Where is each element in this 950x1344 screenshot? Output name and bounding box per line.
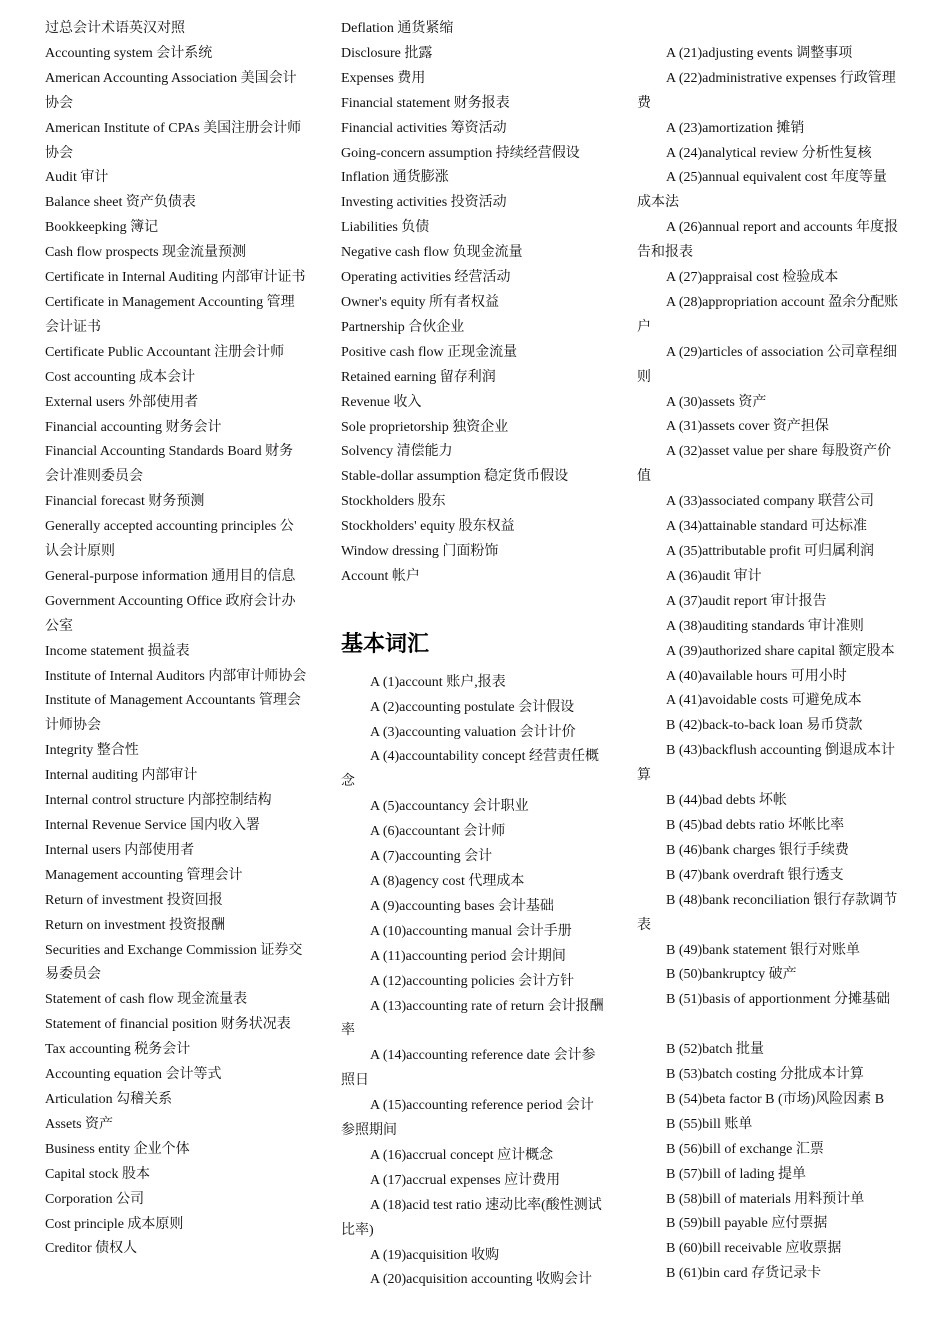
- blank-line: [637, 1013, 899, 1038]
- glossary-entry: A (28)appropriation account 盈余分配账户: [637, 294, 899, 335]
- glossary-entry: Income statement 损益表: [45, 643, 190, 659]
- glossary-entry: A (21)adjusting events 调整事项: [666, 45, 853, 61]
- glossary-entry: B (61)bin card 存货记录卡: [666, 1266, 822, 1282]
- glossary-entry: B (60)bill receivable 应收票据: [666, 1241, 842, 1257]
- glossary-entry: A (6)accountant 会计师: [370, 824, 506, 840]
- glossary-entry: Audit 审计: [45, 170, 109, 186]
- glossary-entry: A (32)asset value per share 每股资产价值: [637, 444, 892, 485]
- glossary-entry: A (26)annual report and accounts 年度报告和报表: [637, 220, 899, 261]
- glossary-entry: A (20)acquisition accounting 收购会计: [370, 1272, 593, 1288]
- glossary-entry: Owner's equity 所有者权益: [341, 294, 500, 310]
- glossary-entry: Accounting equation 会计等式: [45, 1067, 222, 1083]
- glossary-entry: A (36)audit 审计: [666, 568, 762, 584]
- glossary-entry: Deflation 通货紧缩: [341, 21, 454, 36]
- glossary-entry: American Institute of CPAs 美国注册会计师协会: [45, 120, 302, 161]
- glossary-entry: A (14)accounting reference date 会计参照日: [341, 1048, 596, 1089]
- glossary-entry: A (27)appraisal cost 检验成本: [666, 270, 839, 286]
- glossary-entry: Return on investment 投资报酬: [45, 917, 226, 933]
- glossary-entry: A (41)avoidable costs 可避免成本: [666, 693, 862, 709]
- glossary-entry: A (35)attributable profit 可归属利润: [666, 544, 875, 560]
- glossary-entry: Going-concern assumption 持续经营假设: [341, 145, 580, 161]
- glossary-entry: A (29)articles of association 公司章程细则: [637, 344, 897, 385]
- glossary-entry: A (4)accountability concept 经营责任概念: [341, 749, 599, 790]
- glossary-entry: A (30)assets 资产: [666, 394, 767, 410]
- glossary-entry: Account 帐户: [341, 568, 420, 584]
- blank-line: [341, 590, 607, 615]
- glossary-entry: Revenue 收入: [341, 394, 422, 410]
- glossary-entry: A (39)authorized share capital 额定股本: [666, 643, 895, 659]
- glossary-entry: B (49)bank statement 银行对账单: [666, 942, 861, 958]
- glossary-entry: Internal auditing 内部审计: [45, 768, 198, 784]
- glossary-entry: Sole proprietorship 独资企业: [341, 419, 509, 435]
- glossary-entry: Certificate in Internal Auditing 内部审计证书: [45, 270, 306, 286]
- glossary-entry: A (16)accrual concept 应计概念: [370, 1147, 554, 1163]
- glossary-entry: A (3)accounting valuation 会计计价: [370, 724, 576, 740]
- glossary-entry: Internal Revenue Service 国内收入署: [45, 818, 260, 833]
- glossary-entry: Return of investment 投资回报: [45, 892, 223, 908]
- glossary-entry: A (9)accounting bases 会计基础: [370, 898, 554, 914]
- glossary-entry: Accounting system 会计系统: [45, 45, 213, 61]
- glossary-entry: Statement of cash flow 现金流量表: [45, 992, 248, 1008]
- glossary-entry: A (1)account 账户,报表: [370, 674, 506, 690]
- glossary-entry: Disclosure 批露: [341, 45, 433, 61]
- glossary-entry: A (7)accounting 会计: [370, 849, 493, 865]
- glossary-entry: Integrity 整合性: [45, 743, 139, 759]
- glossary-entry: Tax accounting 税务会计: [45, 1042, 191, 1058]
- glossary-entry: A (23)amortization 摊销: [666, 120, 805, 136]
- glossary-entry: B (56)bill of exchange 汇票: [666, 1141, 824, 1157]
- glossary-entry: Securities and Exchange Commission 证券交易委员会: [45, 942, 303, 983]
- glossary-entry: A (34)attainable standard 可达标准: [666, 519, 868, 535]
- glossary-entry: Generally accepted accounting principles 公认会计原则: [45, 519, 294, 560]
- glossary-entry: B (42)back-to-back loan 易币贷款: [666, 718, 863, 734]
- glossary-entry: Retained earning 留存利润: [341, 369, 496, 385]
- glossary-entry: Management accounting 管理会计: [45, 867, 243, 883]
- glossary-entry: A (10)accounting manual 会计手册: [370, 923, 572, 939]
- glossary-entry: Financial statement 财务报表: [341, 95, 510, 111]
- glossary-entry: A (22)administrative expenses 行政管理费: [637, 70, 896, 111]
- glossary-column-right: [637, 17, 899, 1287]
- glossary-entry: A (15)accounting reference period 会计参照期间: [341, 1098, 594, 1139]
- glossary-entry: A (12)accounting policies 会计方针: [370, 973, 575, 989]
- glossary-entry: Stable-dollar assumption 稳定货币假设: [341, 469, 569, 485]
- glossary-entry: B (47)bank overdraft 银行透支: [666, 867, 844, 883]
- glossary-entry: A (17)accrual expenses 应计费用: [370, 1172, 561, 1188]
- glossary-entry: B (43)backflush accounting 倒退成本计算: [637, 743, 896, 784]
- glossary-entry: B (57)bill of lading 提单: [666, 1166, 806, 1182]
- glossary-entry: B (48)bank reconciliation 银行存款调节表: [637, 892, 898, 933]
- glossary-entry: A (19)acquisition 收购: [370, 1247, 500, 1263]
- glossary-entry: Solvency 清偿能力: [341, 444, 453, 460]
- glossary-entry: Expenses 费用: [341, 70, 426, 86]
- glossary-entry: Certificate in Management Accounting 管理会计证书: [45, 294, 295, 335]
- glossary-entry: Financial Accounting Standards Board 财务会计准则委员会: [45, 444, 294, 485]
- glossary-entry: B (58)bill of materials 用料预计单: [666, 1191, 865, 1207]
- glossary-entry: B (45)bad debts ratio 坏帐比率: [666, 817, 845, 833]
- glossary-entry: A (8)agency cost 代理成本: [370, 873, 525, 889]
- glossary-entry: A (24)analytical review 分析性复核: [666, 145, 872, 161]
- glossary-entry: External users 外部使用者: [45, 394, 199, 410]
- glossary-entry: Positive cash flow 正现金流量: [341, 344, 518, 360]
- glossary-entry: Certificate Public Accountant 注册会计师: [45, 344, 285, 360]
- glossary-entry: Partnership 合伙企业: [341, 319, 465, 335]
- glossary-entry: Operating activities 经营活动: [341, 270, 511, 286]
- glossary-entry: A (38)auditing standards 审计准则: [666, 618, 864, 634]
- glossary-entry: A (25)annual equivalent cost 年度等量成本法: [637, 170, 887, 211]
- glossary-entry: Cost accounting 成本会计: [45, 369, 196, 385]
- glossary-entry: General-purpose information 通用目的信息: [45, 568, 296, 584]
- glossary-entry: A (37)audit report 审计报告: [666, 593, 827, 609]
- glossary-entry: Institute of Internal Auditors 内部审计师协会: [45, 668, 307, 684]
- glossary-entry: American Accounting Association 美国会计协会: [45, 70, 297, 111]
- glossary-entry: Government Accounting Office 政府会计办公室: [45, 593, 296, 634]
- glossary-entry: Articulation 勾稽关系: [45, 1091, 173, 1107]
- glossary-entry: A (5)accountancy 会计职业: [370, 799, 529, 815]
- glossary-entry: B (53)batch costing 分批成本计算: [666, 1067, 864, 1083]
- glossary-entry: Statement of financial position 财务状况表: [45, 1017, 291, 1033]
- glossary-entry: B (54)beta factor B (市场)风险因素 B: [666, 1091, 885, 1107]
- glossary-column-middle: [341, 17, 607, 1293]
- glossary-entry: B (50)bankruptcy 破产: [666, 967, 797, 983]
- glossary-entry: Capital stock 股本: [45, 1166, 150, 1182]
- glossary-entry: A (2)accounting postulate 会计假设: [370, 699, 575, 715]
- glossary-entry: B (55)bill 账单: [666, 1116, 753, 1132]
- glossary-entry: Negative cash flow 负现金流量: [341, 245, 523, 261]
- glossary-entry: Stockholders' equity 股东权益: [341, 519, 515, 535]
- glossary-entry: Internal users 内部使用者: [45, 842, 195, 858]
- glossary-entry: A (11)accounting period 会计期间: [370, 948, 566, 964]
- glossary-entry: A (31)assets cover 资产担保: [666, 419, 829, 435]
- glossary-entry: Window dressing 门面粉饰: [341, 544, 499, 560]
- glossary-entry: Financial forecast 财务预测: [45, 494, 205, 510]
- glossary-entry: Cash flow prospects 现金流量预测: [45, 245, 247, 261]
- glossary-entry: Business entity 企业个体: [45, 1141, 190, 1157]
- glossary-entry: Creditor 债权人: [45, 1241, 138, 1257]
- glossary-column-left: [45, 17, 307, 1262]
- glossary-entry: A (40)available hours 可用小时: [666, 668, 847, 684]
- glossary-entry: Institute of Management Accountants 管理会计师协会: [45, 693, 301, 734]
- glossary-entry: Cost principle 成本原则: [45, 1216, 184, 1232]
- glossary-entry: Internal control structure 内部控制结构: [45, 793, 272, 809]
- glossary-entry: B (59)bill payable 应付票据: [666, 1216, 828, 1232]
- glossary-entry: A (13)accounting rate of return 会计报酬率: [341, 998, 604, 1039]
- glossary-entry: Financial accounting 财务会计: [45, 419, 222, 435]
- glossary-entry: 过总会计术语英汉对照: [45, 21, 185, 36]
- glossary-entry: Inflation 通货膨涨: [341, 170, 449, 186]
- glossary-entry: Corporation 公司: [45, 1191, 145, 1207]
- glossary-entry: Financial activities 筹资活动: [341, 120, 507, 136]
- glossary-entry: B (51)basis of apportionment 分摊基础: [666, 992, 890, 1008]
- glossary-entry: Liabilities 负债: [341, 220, 430, 236]
- glossary-entry: B (46)bank charges 银行手续费: [666, 842, 849, 858]
- glossary-entry: Bookkeepking 簿记: [45, 220, 159, 236]
- glossary-entry: Assets 资产: [45, 1116, 114, 1132]
- glossary-entry: A (33)associated company 联营公司: [666, 494, 875, 510]
- glossary-entry: Stockholders 股东: [341, 494, 446, 510]
- section-heading: 基本词汇: [341, 631, 430, 657]
- glossary-entry: Investing activities 投资活动: [341, 195, 507, 211]
- blank-line: [637, 17, 899, 42]
- glossary-entry: A (18)acid test ratio 速动比率(酸性测试比率): [341, 1197, 602, 1238]
- glossary-entry: Balance sheet 资产负债表: [45, 195, 196, 211]
- glossary-entry: B (52)batch 批量: [666, 1042, 764, 1058]
- glossary-entry: B (44)bad debts 坏帐: [666, 793, 787, 809]
